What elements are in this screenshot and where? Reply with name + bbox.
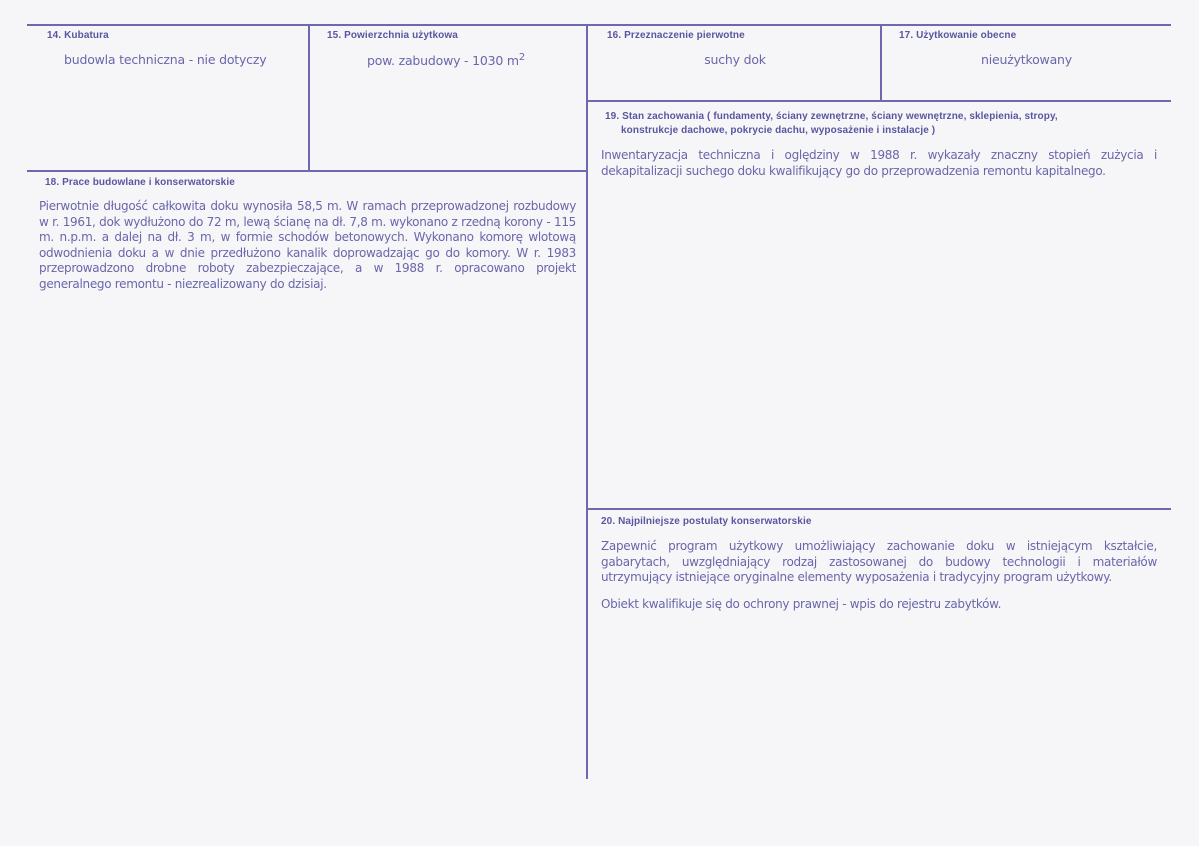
box14-label: 14. Kubatura: [47, 30, 109, 41]
box15-value: [367, 52, 525, 68]
box19-label-line2: konstrukcje dachowe, pokrycie dachu, wyposażenie i instalacje ): [621, 125, 936, 136]
box19-label-line1: 19. Stan zachowania ( fundamenty, ściany zewnętrzne, ściany wewnętrzne, sklepienia, stropy,: [605, 111, 1058, 122]
box15-value-text: pow. zabudowy - 1030 m: [367, 53, 519, 69]
box17-value: nieużytkowany: [981, 52, 1072, 67]
box15-value-sup: 2: [518, 52, 526, 63]
box16-value: suchy dok: [704, 52, 766, 67]
box16-label: 16. Przeznaczenie pierwotne: [607, 30, 745, 41]
box20-label: 20. Najpilniejsze postulaty konserwatorskie: [601, 516, 812, 527]
box20-text1: Zapewnić program użytkowy umożliwiający zachowanie doku w istniejącym kształcie, gabarytach, uwzględniający rodzaj zastosowanej do budowy technologii i materiałów utrzymujący istniejące oryginalne elementy wyposażenia i tradycyjny program użytkowy.: [601, 539, 1157, 584]
box15-label: 15. Powierzchnia użytkowa: [327, 30, 458, 41]
box20-text2: Obiekt kwalifikuje się do ochrony prawnej - wpis do rejestru zabytków.: [601, 597, 1002, 611]
box17-label: 17. Użytkowanie obecne: [899, 30, 1017, 41]
box19-text: Inwentaryzacja techniczna i oględziny w 1988 r. wykazały znaczny stopień zużycia i dekapitalizacji suchego doku kwalifikujący go do przeprowadzenia remontu kapitalnego.: [601, 148, 1157, 178]
box14-value: budowla techniczna - nie dotyczy: [64, 52, 267, 67]
divider-above-19: [586, 100, 1171, 102]
divider-above-20: [586, 508, 1171, 510]
box18-text: Pierwotnie długość całkowita doku wynosiła 58,5 m. W ramach przeprowadzonej rozbudowy w r. 1961, dok wydłużono do 72 m, lewą ścianę na dł. 7,8 m. wykonano z rzedną korony - 115 m. n.p.m. a dalej na dł. 3 m, w formie schodów betonowych. Wykonano komorę wlotową odwodnienia doku a w dnie przedłużono kanalik doprowadzając go do komory. W r. 1983 przeprowadzono drobne roboty zabezpieczające, a w 1988 r. opracowano projekt generalnego remontu - niezrealizowany do dzisiaj.: [39, 199, 576, 291]
box18-label: 18. Prace budowlane i konserwatorskie: [45, 177, 235, 188]
divider-left-right: [586, 24, 588, 779]
divider-14-15: [308, 24, 310, 171]
top-border-line: [27, 24, 1171, 26]
divider-above-18: [27, 170, 588, 172]
